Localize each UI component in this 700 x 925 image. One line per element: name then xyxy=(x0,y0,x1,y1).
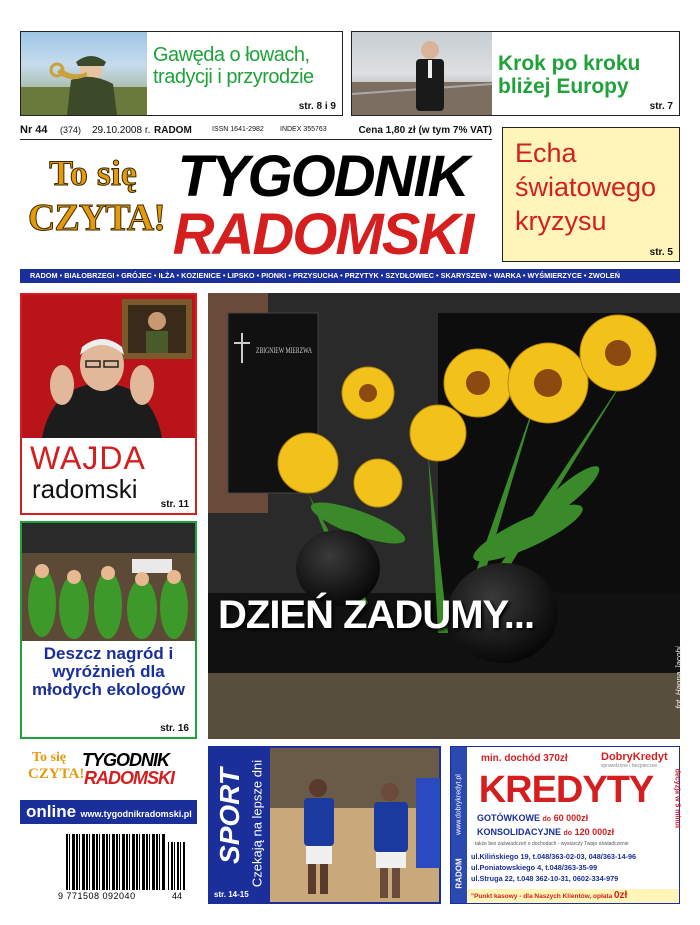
issue-number-sub: (374) xyxy=(60,125,82,135)
barcode-addon: 44 xyxy=(172,891,183,901)
ad-address: ul.Struga 22, t.048 362-10-31, 0602-334-979 xyxy=(471,874,619,883)
wajda-line1: WAJDA xyxy=(30,440,146,476)
ad-side-left xyxy=(451,747,467,903)
barcode-bars xyxy=(66,834,166,890)
hunter-horn-icon xyxy=(21,32,147,115)
players-icon xyxy=(270,748,439,902)
teaser-echa-page: str. 5 xyxy=(649,247,673,258)
teaser-hunting[interactable] xyxy=(20,31,343,116)
ad-title: KREDYTY xyxy=(478,769,654,811)
town: WARKA xyxy=(493,271,521,280)
wajda-photo xyxy=(22,295,195,438)
ad-addresses xyxy=(471,851,671,884)
town: ZWOLEŃ xyxy=(588,271,621,280)
ad-address: ul.Kilińskiego 19, t.048/363-02-03, 048/363-14-96 xyxy=(471,852,637,861)
town: LIPSKO xyxy=(227,271,255,280)
town: SZYDŁOWIEC xyxy=(385,271,435,280)
town: KOZIENICE xyxy=(181,271,221,280)
issue-city: RADOM xyxy=(154,125,192,136)
online-slogan-line2: CZYTA! xyxy=(28,766,85,782)
online-title-top: TYGODNIK xyxy=(82,750,170,770)
ad-footer: "Punkt kasowy - dla Naszych Klientów, opłata xyxy=(471,893,613,900)
teaser-wajda[interactable] xyxy=(20,293,197,515)
ad-dobrykredyt[interactable] xyxy=(450,746,680,904)
wajda-page: str. 11 xyxy=(160,499,189,510)
ad-brand-tagline: sprawdzone i bezpieczne xyxy=(601,763,658,769)
sport-subtitle: Czekają na lepsze dni xyxy=(249,759,265,888)
ad-line1-prefix: do xyxy=(542,816,552,823)
ad-side-right: decyzja w 5 minut xyxy=(673,768,681,829)
ecology-photo xyxy=(22,523,195,641)
issue-price: Cena 1,80 zł (w tym 7% VAT) xyxy=(358,125,492,136)
online-slogan-line1: To się xyxy=(32,750,67,765)
ad-line2-prefix: do xyxy=(563,830,573,837)
sport-page: str. 14-15 xyxy=(214,890,249,899)
town: WYŚMIERZYCE xyxy=(527,271,582,280)
slogan-line1: To się xyxy=(49,153,137,193)
main-story[interactable] xyxy=(208,293,684,739)
town: BIAŁOBRZEGI xyxy=(64,271,115,280)
ad-line1-label: GOTÓWKOWE xyxy=(477,813,540,823)
issue-issn: ISSN 1641-2982 xyxy=(212,126,264,133)
title-bottom: RADOMSKI xyxy=(172,202,473,267)
town: IŁŻA xyxy=(158,271,175,280)
online-title-bottom: RADOMSKI xyxy=(84,768,174,788)
teaser-hunting-headline: Gawęda o łowach, tradycji i przyrodzie xyxy=(153,44,314,88)
issue-number: Nr 44 xyxy=(20,124,48,136)
ad-address: ul.Poniatowskiego 4, t.048/363-35-99 xyxy=(471,863,598,872)
photo-credit: fot. Hanna Jacobi xyxy=(674,646,684,709)
wajda-line2: radomski xyxy=(32,474,138,504)
town: PRZYSUCHA xyxy=(292,271,339,280)
issue-bar xyxy=(20,122,492,140)
barcode-addon-bars xyxy=(168,842,186,890)
flowers-photo xyxy=(208,293,680,739)
portrait-icon xyxy=(22,295,195,438)
sport-side xyxy=(210,748,270,902)
ad-footer-amount: 0zł xyxy=(614,890,628,901)
online-label: online xyxy=(26,802,77,821)
ad-line1-amount: 60 000zł xyxy=(553,813,589,823)
teaser-europe-page: str. 7 xyxy=(649,101,673,112)
title-top: TYGODNIK xyxy=(177,144,468,209)
ad-disclaimer: także bez zaświadczeń o dochodach - wystarczy Twoje oświadczenie xyxy=(475,841,629,847)
grave-inscription: ZBIGNIEW MIERZWA xyxy=(256,346,313,355)
teaser-sport[interactable] xyxy=(208,746,441,904)
barcode-digits: 9 771508 092040 xyxy=(58,891,136,901)
ad-line1 xyxy=(477,813,588,823)
town: SKARYSZEW xyxy=(440,271,487,280)
online-url-bar[interactable] xyxy=(20,800,197,824)
ad-line2-amount: 120 000zł xyxy=(574,827,615,837)
teaser-echa[interactable] xyxy=(502,127,680,262)
ad-side-url: www.dobrykredyt.pl xyxy=(455,774,463,835)
teaser-ecology[interactable] xyxy=(20,521,197,739)
children-icon xyxy=(22,523,195,641)
ad-income: min. dochód 370zł xyxy=(481,753,568,764)
teaser-europe[interactable] xyxy=(351,31,680,116)
issue-date: 29.10.2008 r. xyxy=(92,125,151,136)
slogan xyxy=(28,153,165,258)
ecology-headline: Deszcz nagród i wyróżnień dla młodych ekologów xyxy=(31,644,186,699)
ecology-page: str. 16 xyxy=(160,723,189,734)
ad-line2-label: KONSOLIDACYJNE xyxy=(477,827,562,837)
ad-brand: DobryKredyt xyxy=(601,751,668,763)
hunter-photo xyxy=(21,32,147,115)
sport-label: SPORT xyxy=(214,768,245,864)
online-box[interactable] xyxy=(20,746,197,828)
town: GRÓJEC xyxy=(121,271,152,280)
teaser-hunting-page: str. 8 i 9 xyxy=(298,101,336,112)
slogan-line2: CZYTA! xyxy=(28,197,165,239)
teaser-europe-headline: Krok po kroku bliżej Europy xyxy=(498,52,641,98)
town: PRZYTYK xyxy=(344,271,379,280)
barcode xyxy=(58,834,188,904)
town: RADOM xyxy=(30,271,58,280)
ad-line2 xyxy=(477,827,614,837)
ad-footer-bar xyxy=(467,889,679,903)
sport-photo xyxy=(270,748,439,902)
politician-icon xyxy=(352,32,492,115)
town: PIONKI xyxy=(261,271,287,280)
issue-index: INDEX 355763 xyxy=(280,126,327,133)
teaser-echa-headline: Echa światowego kryzysu xyxy=(515,138,657,236)
europe-photo xyxy=(352,32,492,115)
masthead[interactable] xyxy=(20,145,495,265)
online-url[interactable]: www.tygodnikradomski.pl xyxy=(80,809,192,819)
ad-city: RADOM xyxy=(454,858,464,889)
towns-bar: RADOM • BIAŁOBRZEGI • GRÓJEC • IŁŻA • KOZIENICE • LIPSKO • PIONKI • PRZYSUCHA • PRZYTYK • SZYDŁOWIEC • SKARYSZEW • WARKA • WYŚMIERZYCE • ZWOLEŃ xyxy=(20,269,680,283)
main-story-headline: DZIEŃ ZADUMY... xyxy=(218,593,535,637)
